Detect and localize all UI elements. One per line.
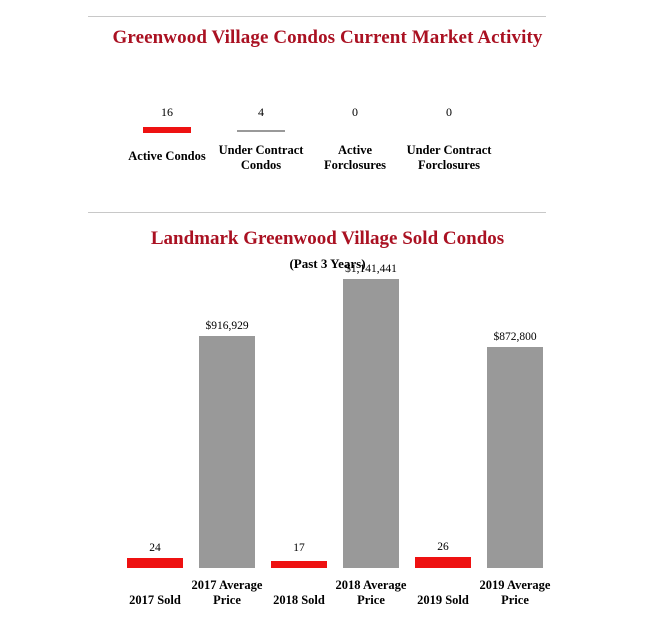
bar-2017-sold (127, 558, 183, 568)
bar-group-under-contract-condos (214, 105, 308, 195)
bar-value-2018-average-price: $1,141,441 (345, 263, 397, 275)
bar-value-2019-sold: 26 (437, 541, 449, 553)
market-activity-chart (120, 105, 540, 195)
bar-group-2017-sold (120, 278, 190, 607)
bar-group-under-contract-forclosures (402, 105, 496, 195)
bar-group-2019-sold (408, 278, 478, 607)
bar-2019-sold (415, 557, 471, 568)
bar-under-contract-condos (237, 130, 285, 132)
bar-value-active-condos: 16 (161, 105, 173, 119)
bar-value-2018-sold: 17 (293, 542, 305, 554)
bar-2017-average-price (199, 336, 255, 568)
market-activity-title: Greenwood Village Condos Current Market Activity (112, 27, 543, 48)
bar-value-2017-average-price: $916,929 (205, 320, 249, 332)
bar-2018-sold (271, 561, 327, 568)
bar-value-under-contract-forclosures: 0 (446, 105, 452, 119)
sold-condos-title: Landmark Greenwood Village Sold Condos (150, 228, 505, 249)
bar-value-2017-sold: 24 (149, 542, 161, 554)
bar-label-2017-sold: 2017 Sold (129, 593, 181, 607)
bar-label-2019-sold: 2019 Sold (417, 593, 469, 607)
bar-label-2018-sold: 2018 Sold (273, 593, 325, 607)
bar-value-active-forclosures: 0 (352, 105, 358, 119)
bar-group-active-condos (120, 105, 214, 195)
top-divider (88, 16, 546, 17)
bar-label-2018-average-price: 2018 Average Price (335, 578, 407, 607)
bar-label-active-condos: Active Condos (128, 149, 206, 163)
bar-value-2019-average-price: $872,800 (493, 331, 537, 343)
bar-group-2017-average-price (191, 278, 263, 607)
bar-active-condos (143, 127, 191, 133)
bar-label-2019-average-price: 2019 Average Price (479, 578, 551, 607)
bar-2018-average-price (343, 279, 399, 568)
middle-divider (88, 212, 546, 213)
bar-label-under-contract-condos: Under Contract Condos (218, 143, 304, 172)
bar-group-2019-average-price (479, 278, 551, 607)
sold-condos-subtitle: (Past 3 Years) (289, 256, 366, 271)
bar-group-2018-average-price (335, 263, 407, 607)
bar-value-under-contract-condos: 4 (258, 105, 264, 119)
bar-label-active-forclosures: Active Forclosures (323, 143, 387, 172)
bar-label-2017-average-price: 2017 Average Price (191, 578, 263, 607)
bar-group-2018-sold (264, 278, 334, 607)
bar-2019-average-price (487, 347, 543, 568)
bar-group-active-forclosures (308, 105, 402, 195)
bar-label-under-contract-forclosures: Under Contract Forclosures (406, 143, 492, 172)
